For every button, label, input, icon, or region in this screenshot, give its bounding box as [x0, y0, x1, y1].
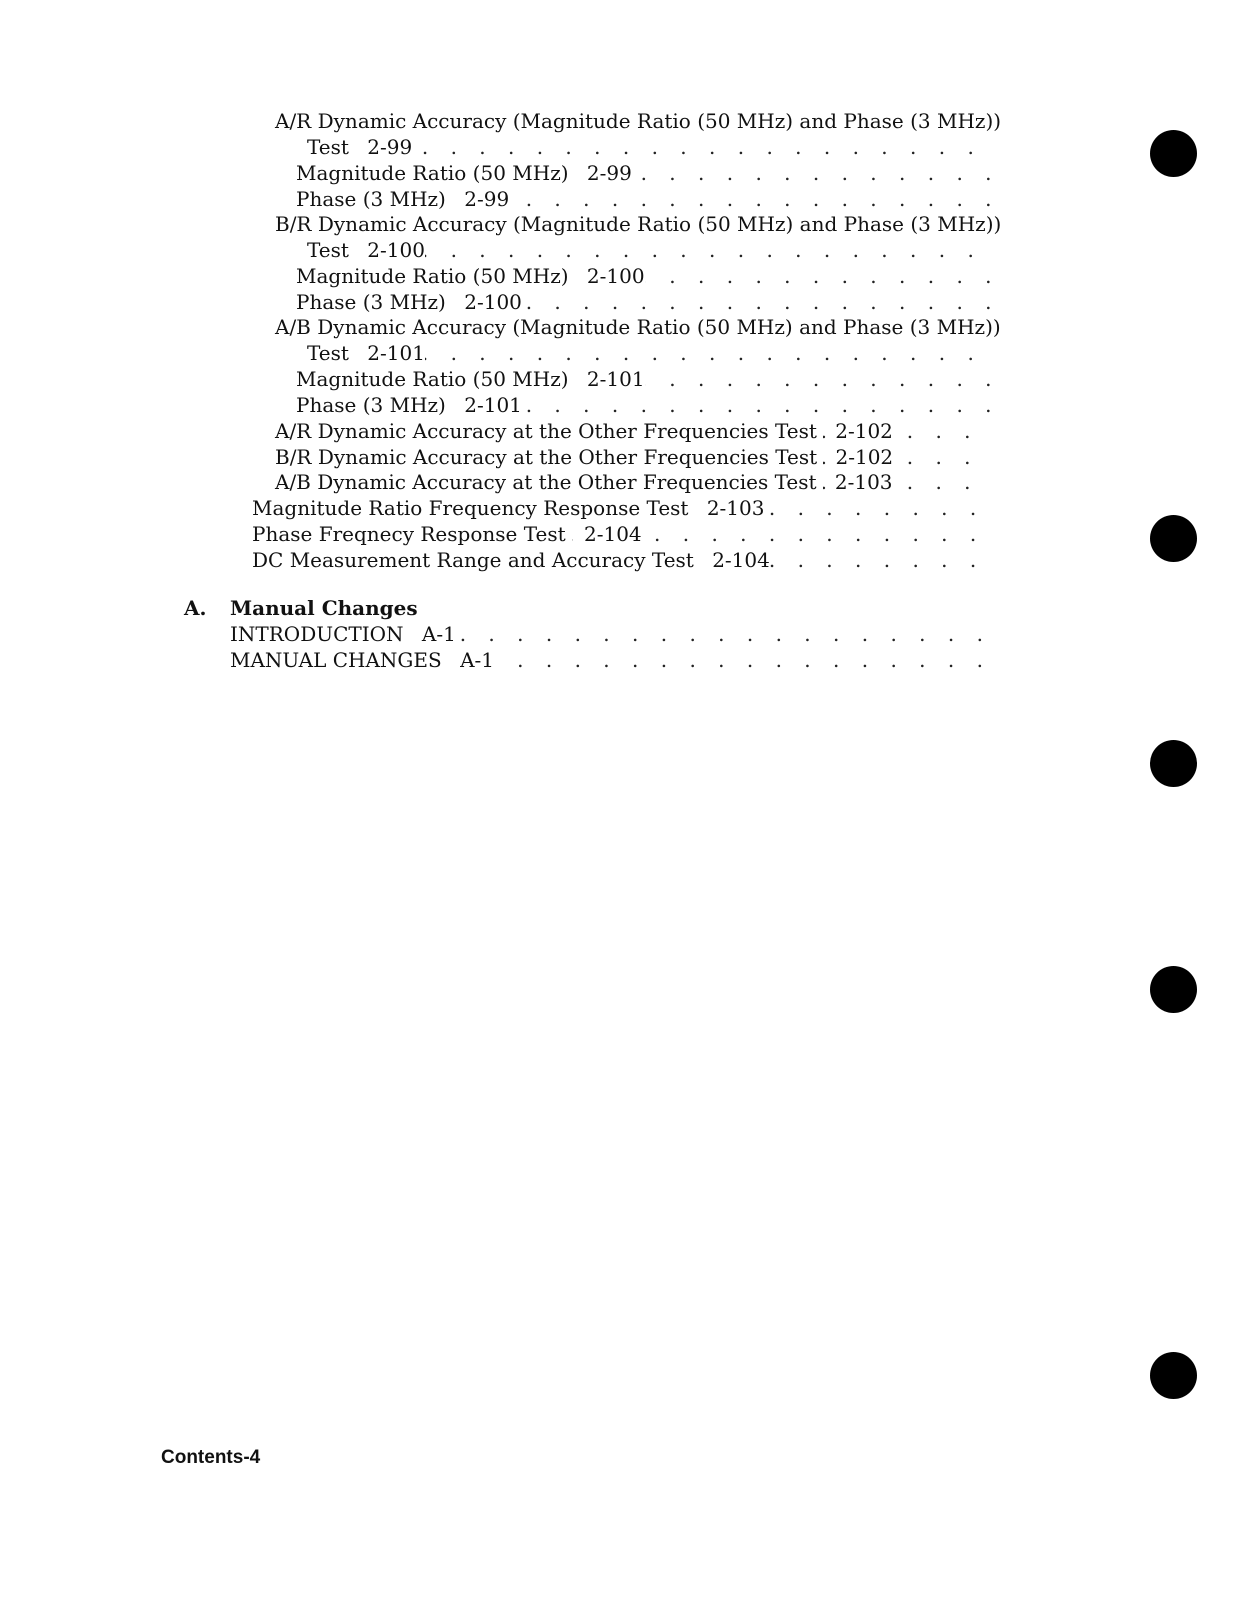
toc-entry-text: INTRODUCTION [230, 622, 410, 646]
toc-entry[interactable] [307, 237, 1080, 263]
toc-heading-line [275, 108, 1080, 134]
toc-page-number: 2-101 [458, 393, 522, 417]
toc-entry[interactable] [296, 366, 1080, 392]
toc-page-number: 2-99 [361, 135, 412, 159]
toc-page-number: 2-103 [829, 470, 893, 494]
punch-hole-icon [1150, 1352, 1197, 1399]
toc-page-number: 2-100 [458, 290, 522, 314]
punch-hole-icon [1150, 966, 1197, 1013]
toc-page-number: 2-104 [578, 522, 642, 546]
toc-entry-text: Magnitude Ratio (50 MHz) [296, 367, 575, 391]
toc-entry[interactable] [296, 392, 1080, 418]
toc-entry[interactable] [252, 547, 1080, 573]
toc-entry-text: Test [307, 341, 355, 365]
toc-entry[interactable] [296, 186, 1080, 212]
toc-entry-text: A/B Dynamic Accuracy (Magnitude Ratio (50 MHz) and Phase (3 MHz)) [275, 315, 1001, 339]
toc-entry[interactable] [275, 444, 1080, 470]
toc-entry-text: Test [307, 135, 355, 159]
toc-entry-text: Phase (3 MHz) [296, 290, 452, 314]
toc-entry[interactable] [296, 263, 1080, 289]
toc-page-number: A-1 [416, 622, 456, 646]
toc-page-number: 2-101 [361, 341, 425, 365]
toc-entry[interactable] [307, 340, 1080, 366]
page-footer: Contents-4 [161, 1447, 261, 1468]
toc-page-number: 2-100 [361, 238, 425, 262]
punch-hole-icon [1150, 130, 1197, 177]
toc-entry[interactable] [296, 160, 1080, 186]
punch-hole-icon [1150, 515, 1197, 562]
toc-entry[interactable] [230, 647, 1080, 673]
toc-entry[interactable] [296, 289, 1080, 315]
toc-entry-text: Test [307, 238, 355, 262]
toc-entry-text: Magnitude Ratio Frequency Response Test [252, 496, 694, 520]
toc-entry[interactable] [252, 521, 1080, 547]
toc-page-number: A-1 [454, 648, 494, 672]
toc-entry-text: B/R Dynamic Accuracy (Magnitude Ratio (50 MHz) and Phase (3 MHz)) [275, 212, 1002, 236]
toc-entry-text: Magnitude Ratio (50 MHz) [296, 264, 575, 288]
toc-page-number: 2-99 [458, 187, 509, 211]
toc-page-number: 2-102 [830, 445, 894, 469]
toc-entry-text: B/R Dynamic Accuracy at the Other Frequencies Test [275, 445, 823, 469]
toc-entry-text: Phase (3 MHz) [296, 393, 452, 417]
toc-entry-text: MANUAL CHANGES [230, 648, 448, 672]
toc-entry-text: A/R Dynamic Accuracy at the Other Frequencies Test [275, 419, 823, 443]
toc-page-number: 2-102 [829, 419, 893, 443]
toc-entry-text: A/R Dynamic Accuracy (Magnitude Ratio (50 MHz) and Phase (3 MHz)) [275, 109, 1002, 133]
appendix-letter: A. [184, 596, 207, 620]
toc-entry-text: DC Measurement Range and Accuracy Test [252, 548, 700, 572]
toc-page-number: 2-103 [701, 496, 765, 520]
toc-entry[interactable] [275, 469, 1080, 495]
toc-page-number: 2-99 [581, 161, 632, 185]
toc-heading-line [275, 211, 1080, 237]
toc-heading-line [275, 314, 1080, 340]
toc-entry[interactable] [275, 418, 1080, 444]
toc-entry-text: Phase Freqnecy Response Test [252, 522, 572, 546]
toc-page-number: 2-104 [706, 548, 770, 572]
toc-entry[interactable] [230, 621, 1080, 647]
toc-entry[interactable] [307, 134, 1080, 160]
toc-entry-text: Phase (3 MHz) [296, 187, 452, 211]
toc-page-number: 2-101 [581, 367, 645, 391]
toc-entry-text: A/B Dynamic Accuracy at the Other Frequencies Test [275, 470, 823, 494]
toc-entry-text: Magnitude Ratio (50 MHz) [296, 161, 575, 185]
appendix-title: Manual Changes [230, 596, 418, 620]
toc-page-number: 2-100 [581, 264, 645, 288]
punch-hole-icon [1150, 740, 1197, 787]
toc-entry[interactable] [252, 495, 1080, 521]
